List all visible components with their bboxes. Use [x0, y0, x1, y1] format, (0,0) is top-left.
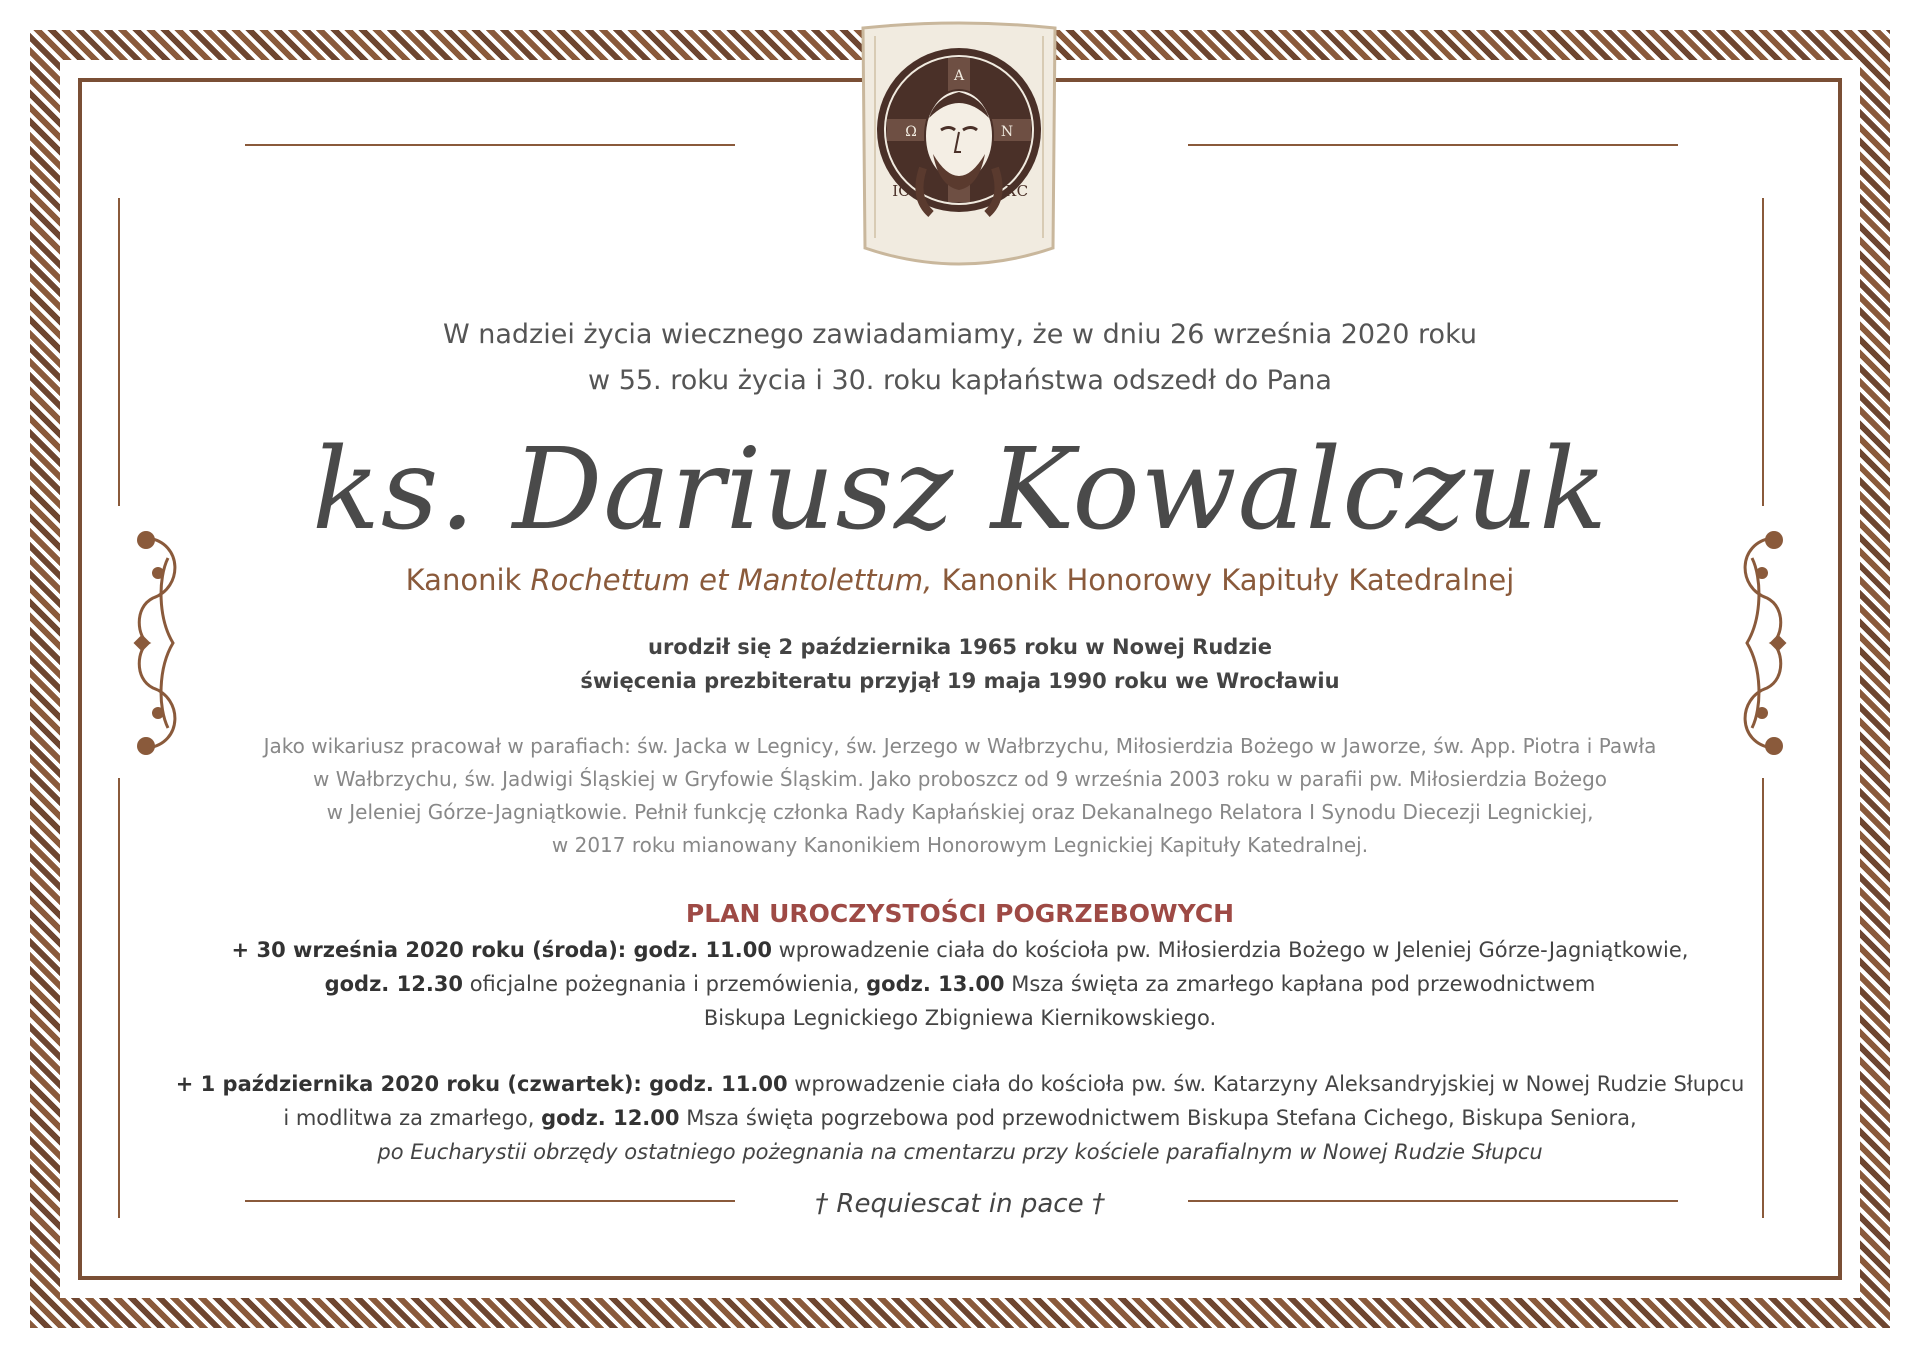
icon-letter-alpha: Α [953, 68, 965, 84]
deceased-name: ks. Dariusz Kowalczuk [312, 425, 1608, 555]
bio-line-3: w Jeleniej Górze-Jagniątkowie. Pełnił funkcję członka Rady Kapłańskiej oraz Dekanalnego Relatora I Synodu Diecezji Legnickiej, [326, 800, 1594, 824]
intro-line-2: w 55. roku życia i 30. roku kapłaństwa odszedł do Pana [588, 365, 1332, 396]
requiem-line: † Requiescat in pace † [815, 1189, 1105, 1219]
day2-italic: po Eucharystii obrzędy ostatniego pożegnania na cmentarzu przy kościele parafialnym w Nowej Rudzie Słupcu [377, 1140, 1543, 1164]
title-part-1: Kanonik [405, 563, 531, 597]
birth-line: urodził się 2 października 1965 roku w Nowej Rudzie [648, 635, 1272, 659]
ordination-line: święcenia prezbiteratu przyjął 19 maja 1990 roku we Wrocławiu [580, 669, 1340, 693]
plan-day-2-line-3 [0, 1135, 1920, 1169]
bio-line-4: w 2017 roku mianowany Kanonikiem Honorowym Legnickiej Kapituły Katedralnej. [551, 833, 1369, 857]
intro-line-1: W nadziei życia wiecznego zawiadamiamy, że w dniu 26 września 2020 roku [442, 319, 1477, 350]
day1-text-1: wprowadzenie ciała do kościoła pw. Miłosierdzia Bożego w Jeleniej Górze-Jagniątkowie, [771, 938, 1689, 962]
title-part-2: Kanonik Honorowy Kapituły Katedralnej [932, 563, 1515, 597]
plan-day-1 [0, 933, 1920, 1035]
bio-line-1: Jako wikariusz pracował w parafiach: św. Jacka w Legnicy, św. Jerzego w Wałbrzychu, Miłosierdzia Bożego w Jaworze, św. App. Piotra i Pawła [263, 734, 1657, 758]
top-right-rule [1188, 144, 1678, 146]
plan-day-1-line-3: Biskupa Legnickiego Zbigniewa Kiernikowskiego. [703, 1006, 1217, 1030]
day2-text-2: i modlitwa za zmarłego, [283, 1106, 542, 1130]
birth-ordination [0, 630, 1920, 698]
day1-text-3: Msza święta za zmarłego kapłana pod przewodnictwem [1004, 972, 1596, 996]
day2-text-3: Msza święta pogrzebowa pod przewodnictwem Biskupa Stefana Cichego, Biskupa Seniora, [679, 1106, 1637, 1130]
christ-icon [853, 18, 1065, 280]
day1-bold-3: godz. 13.00 [866, 972, 1005, 996]
icon-letter-nu: Ν [1000, 124, 1014, 140]
plan-day-2-line-2 [0, 1101, 1920, 1135]
day1-text-2: oficjalne pożegnania i przemówienia, [463, 972, 867, 996]
day1-bold-2: godz. 12.30 [324, 972, 464, 996]
plan-day-1-line-2 [0, 967, 1920, 1001]
icon-letter-omega: Ω [905, 124, 917, 140]
plan-heading: PLAN UROCZYSTOŚCI POGRZEBOWYCH [685, 899, 1235, 928]
day2-text-1: wprowadzenie ciała do kościoła pw. św. Katarzyny Aleksandryjskiej w Nowej Rudzie Słupcu [787, 1072, 1745, 1096]
plan-day-2-line-1 [0, 1067, 1920, 1101]
plan-day-1-line-1 [0, 933, 1920, 967]
day2-bold-1: + 1 października 2020 roku (czwartek): godz. 11.00 [175, 1072, 788, 1096]
plan-day-2 [0, 1067, 1920, 1169]
intro-text [0, 312, 1920, 404]
biography [0, 730, 1920, 862]
bio-line-2: w Wałbrzychu, św. Jadwigi Śląskiej w Gryfowie Śląskim. Jako proboszcz od 9 września 2003 roku w parafii pw. Miłosierdzia Bożego [312, 767, 1608, 791]
icon-letter-is: ІС [892, 182, 910, 200]
title-italic: Rochettum et Mantolettum, [530, 563, 933, 597]
icon-letter-xc: ХС [1005, 182, 1029, 200]
day1-bold-1: + 30 września 2020 roku (środa): godz. 11.00 [231, 938, 772, 962]
day2-bold-2: godz. 12.00 [541, 1106, 680, 1130]
top-left-rule [245, 144, 735, 146]
deceased-title [0, 560, 1920, 600]
